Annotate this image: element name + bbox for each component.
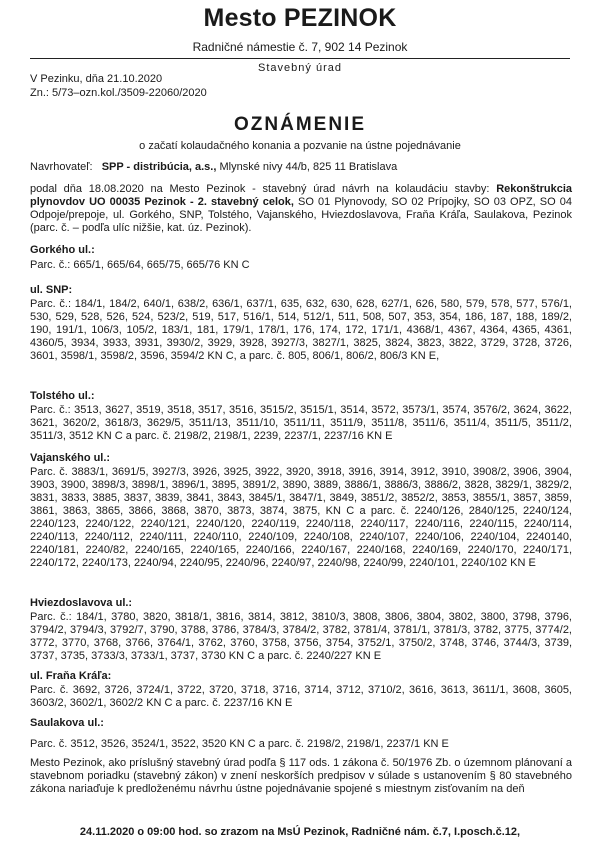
street-heading: Saulakova ul.: [30,717,104,729]
document-title: OZNÁMENIE [234,114,366,135]
intro-lead: podal dňa 18.08.2020 na Mesto Pezinok - stavebný úrad návrh na kolaudáciu stavby: [30,183,490,195]
proposer-address: Mlynské nivy 44/b, 825 11 Bratislava [219,161,398,173]
street-heading: Hviezdoslavova ul.: [30,597,133,609]
municipality-title: Mesto PEZINOK [203,4,397,32]
header-divider [30,58,570,59]
street-heading: Tolstého ul.: [30,390,95,402]
proposer-label: Navrhovateľ: [30,161,93,173]
municipality-address: Radničné námestie č. 7, 902 14 Pezinok [192,40,408,54]
street-heading: Vajanského ul.: [30,452,111,464]
street-parcels: Parc. č. 3512, 3526, 3524/1, 3522, 3520 KN C a parc. č. 2198/2, 2198/1, 2237/1 KN E [30,738,449,750]
intro-paragraph [30,183,572,235]
proposer-name: SPP - distribúcia, a.s., [101,161,217,173]
proposer-line [30,161,397,173]
street-heading: ul. SNP: [30,284,73,296]
hearing-date-line: 24.11.2020 o 09:00 hod. so zrazom na MsÚ Pezinok, Radničné nám. č.7, I.posch.č.12, [79,826,521,838]
street-parcels: Parc. č.: 184/1, 3780, 3820, 3818/1, 3816, 3814, 3812, 3810/3, 3808, 3806, 3804, 3802, 3800, 3798, 3796, 3794/2, 3794/3, 3792/7, 3790, 3788, 3786, 3784/3, 3784/2, 3782, 3781/4, 3781/1, 3781/3, 3782, 3775, 3774/2, 3772, 3770, 3768, 3766, 3764/1, 3762, 3760, 3758, 3756, 3754, 3752/1, 3750/2, 3748, 3746, 3744/3, 3739, 3737, 3735, 3733/3, 3733/1, 3737, 3730 KN C a parc. č. 2240/227 KN E [30,611,572,662]
reference-number: Zn.: 5/73–ozn.kol./3509-22060/2020 [30,87,207,99]
street-parcels: Parc. č. 3692, 3726, 3724/1, 3722, 3720, 3718, 3716, 3714, 3712, 3710/2, 3616, 3613, 3611/1, 3608, 3605, 3603/2, 3602/1, 3602/2 KN C a parc. č. 2237/16 KN E [30,684,572,709]
street-parcels: Parc. č.: 3513, 3627, 3519, 3518, 3517, 3516, 3515/2, 3515/1, 3514, 3572, 3573/1, 3574, 3576/2, 3624, 3622, 3621, 3620/2, 3618/3, 3629/5, 3511/13, 3511/10, 3511/11, 3511/9, 3511/8, 3511/6, 3511/4, 3511/5, 3511/2, 3511/3, 3512 KN C a parc. č. 2198/2, 2198/1, 2239, 2237/1, 2237/16 KN E [30,404,572,442]
street-parcels: Parc. č.: 665/1, 665/64, 665/75, 665/76 KN C [30,259,250,271]
street-parcels: Parc. č. 3883/1, 3691/5, 3927/3, 3926, 3925, 3922, 3920, 3918, 3916, 3914, 3912, 3910, 3908/2, 3906, 3904, 3903, 3900, 3898/3, 3898/1, 3896/1, 3895, 3891/2, 3890, 3889, 3886/1, 3886/3, 3886/2, 3828, 3829/1, 3829/2, 3831, 3833, 3885, 3837, 3839, 3841, 3843, 3845/1, 3847/1, 3849, 3851/2, 3852/2, 3853, 3855/1, 3857, 3859, 3861, 3863, 3865, 3866, 3868, 3870, 3873, 3874, 3875, KN C a parc. č. 2240/126, 2840/125, 2240/124, 2240/123, 2240/122, 2240/121, 2240/120, 2240/119, 2240/118, 2240/117, 2240/116, 2240/115, 2240/114, 2240/113, 2240/112, 2240/111, 2240/110, 2240/109, 2240/108, 2240/107, 2240/106, 2240/104, 2240140, 2240/181, 2240/82, 2240/165, 2240/165, 2240/166, 2240/167, 2240/168, 2240/169, 2240/170, 2240/171, 2240/172, 2240/173, 2240/94, 2240/95, 2240/96, 2240/97, 2240/98, 2240/99, 2240/101, 2240/102 KN E [30,466,572,569]
street-heading: Gorkého ul.: [30,244,95,256]
street-parcels: Parc. č.: 184/1, 184/2, 640/1, 638/2, 636/1, 637/1, 635, 632, 630, 628, 627/1, 626, 580, 579, 578, 577, 576/1, 530, 529, 528, 526, 524, 523/2, 519, 517, 516/1, 514, 512/1, 511, 508, 507, 353, 354, 186, 187, 188, 189/2, 190, 191/1, 106/3, 105/2, 183/1, 181, 179/1, 178/1, 176, 174, 172, 171/1, 4368/1, 4367, 4364, 4365, 4361, 4360/5, 3934, 3933, 3931, 3930/2, 3929, 3928, 3927/3, 3827/1, 3825, 3824, 3823, 3822, 3729, 3728, 3726, 3601, 3598/1, 3598/2, 3596, 3594/2 KN C, a parc. č. 805, 806/1, 806/2, 806/3 KN E, [30,298,572,362]
street-heading: ul. Fraňa Kráľa: [30,670,112,682]
closing-paragraph: Mesto Pezinok, ako príslušný stavebný úrad podľa § 117 ods. 1 zákona č. 50/1976 Zb. o územnom plánovaní a stavebnom poriadku (stavebný zákon) v znení neskorších predpisov v súlade s ustanovením § 80 stavebného zákona nariaďuje k predloženému návrhu ústne pojednávanie spojené s miestnym zisťovaním na deň [30,757,572,795]
office-name: Stavebný úrad [258,62,342,74]
project-name: Rekonštrukcia plynovdov UO 00035 Pezinok - 2. stavebný celok, [30,183,573,208]
date-line: V Pezinku, dňa 21.10.2020 [30,73,163,85]
document-subtitle: o začatí kolaudačného konania a pozvanie na ústne pojednávanie [139,140,461,152]
intro-rest: SO 01 Plynovody, SO 02 Prípojky, SO 03 OPZ, SO 04 Odpoje/prepoje, ul. Gorkého, SNP, Tolstého, Vajanského, Hviezdoslavova, Fraňa Kráľa, Saulakova, Pezinok (parc. č. – podľa ulíc nižšie, kat. úz. Pezinok). [30,196,573,234]
